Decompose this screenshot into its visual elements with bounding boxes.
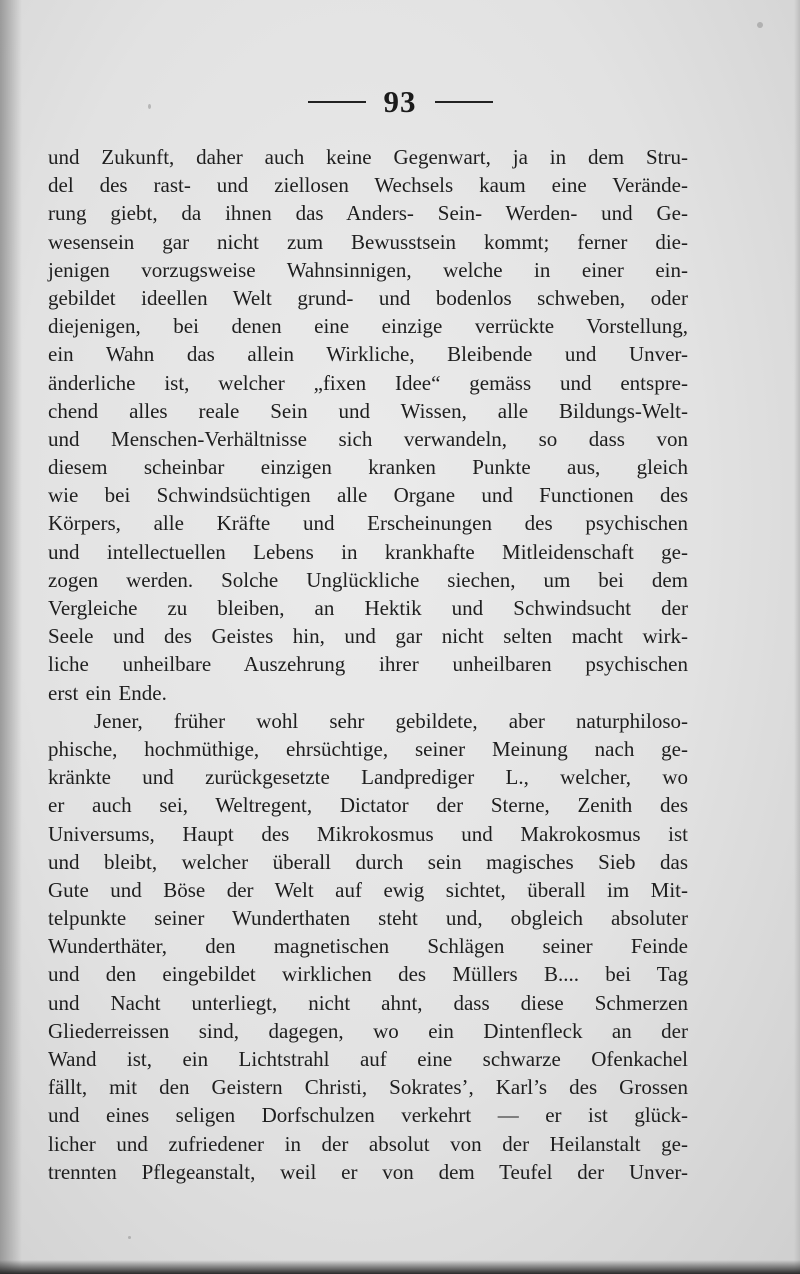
body-text bbox=[48, 143, 688, 1186]
text-line: erst ein Ende. bbox=[48, 680, 167, 705]
text-line: änderliche ist, welcher „fixen Idee“ gemäss und entspre- bbox=[48, 370, 688, 395]
header-rule-right bbox=[435, 101, 493, 103]
text-line: fällt, mit den Geistern Christi, Sokrates’, Karl’s des Grossen bbox=[48, 1075, 688, 1100]
page-edge bbox=[794, 0, 800, 1274]
text-line: Wunderthäter, den magnetischen Schlägen seiner Feinde bbox=[48, 934, 688, 959]
text-line: licher und zufriedener in der absolut von der Heilanstalt ge- bbox=[48, 1131, 688, 1156]
page-header bbox=[0, 82, 800, 122]
text-line: telpunkte seiner Wunderthaten steht und, obgleich absoluter bbox=[48, 906, 688, 931]
text-line: Jener, früher wohl sehr gebildete, aber naturphiloso- bbox=[94, 708, 688, 733]
text-line: und eines seligen Dorfschulzen verkehrt — er ist glück- bbox=[48, 1103, 688, 1128]
text-line: chend alles reale Sein und Wissen, alle Bildungs-Welt- bbox=[48, 398, 688, 423]
text-line: jenigen vorzugsweise Wahnsinnigen, welche in einer ein- bbox=[48, 257, 688, 282]
text-line: Vergleiche zu bleiben, an Hektik und Schwindsucht der bbox=[48, 596, 688, 620]
page-gutter-shadow bbox=[0, 0, 22, 1274]
text-line: diejenigen, bei denen eine einzige verrückte Vorstellung, bbox=[48, 314, 688, 339]
text-line: Körpers, alle Kräfte und Erscheinungen des psychischen bbox=[48, 511, 688, 536]
text-line: und intellectuellen Lebens in krankhafte Mitleidenschaft ge- bbox=[48, 539, 688, 564]
text-line: diesem scheinbar einzigen kranken Punkte aus, gleich bbox=[48, 455, 688, 480]
text-line: wie bei Schwindsüchtigen alle Organe und Functionen des bbox=[48, 483, 688, 508]
text-line: und Menschen-Verhältnisse sich verwandeln, so dass von bbox=[48, 426, 688, 451]
text-line: und Nacht unterliegt, nicht ahnt, dass diese Schmerzen bbox=[48, 990, 688, 1015]
paper-speck bbox=[128, 1236, 131, 1239]
text-line: del des rast- und ziellosen Wechsels kaum eine Verände- bbox=[48, 173, 688, 198]
page-bottom-edge bbox=[0, 1260, 800, 1274]
text-line: und bleibt, welcher überall durch sein magisches Sieb das bbox=[48, 849, 688, 874]
text-line: Wand ist, ein Lichtstrahl auf eine schwarze Ofenkachel bbox=[48, 1047, 688, 1071]
text-line: ein Wahn das allein Wirkliche, Bleibende und Unver- bbox=[48, 342, 688, 367]
text-line: kränkte und zurückgesetzte Landprediger L., welcher, wo bbox=[48, 765, 688, 790]
text-line: Gliederreissen sind, dagegen, wo ein Dintenfleck an der bbox=[48, 1018, 688, 1043]
text-line: Universums, Haupt des Mikrokosmus und Makrokosmus ist bbox=[48, 821, 688, 846]
text-line: Seele und des Geistes hin, und gar nicht selten macht wirk- bbox=[48, 624, 688, 649]
text-line: rung giebt, da ihnen das Anders- Sein- Werden- und Ge- bbox=[48, 201, 688, 226]
text-line: Gute und Böse der Welt auf ewig sichtet, überall im Mit- bbox=[48, 877, 688, 902]
text-line: trennten Pflegeanstalt, weil er von dem Teufel der Unver- bbox=[48, 1159, 688, 1184]
text-line: gebildet ideellen Welt grund- und bodenlos schweben, oder bbox=[48, 285, 688, 310]
text-line: zogen werden. Solche Unglückliche siechen, um bei dem bbox=[48, 567, 688, 592]
text-line: er auch sei, Weltregent, Dictator der Sterne, Zenith des bbox=[48, 793, 688, 818]
paper-speck bbox=[148, 104, 151, 109]
page-number: 93 bbox=[383, 84, 417, 119]
text-line: und den eingebildet wirklichen des Müllers B.... bei Tag bbox=[48, 962, 688, 987]
text-line: wesensein gar nicht zum Bewusstsein kommt; ferner die- bbox=[48, 229, 688, 254]
paper-speck bbox=[757, 22, 763, 28]
text-line: liche unheilbare Auszehrung ihrer unheilbaren psychischen bbox=[48, 652, 688, 677]
text-line: und Zukunft, daher auch keine Gegenwart, ja in dem Stru- bbox=[48, 145, 688, 169]
text-line: phische, hochmüthige, ehrsüchtige, seiner Meinung nach ge- bbox=[48, 736, 688, 761]
header-rule-left bbox=[308, 101, 366, 103]
